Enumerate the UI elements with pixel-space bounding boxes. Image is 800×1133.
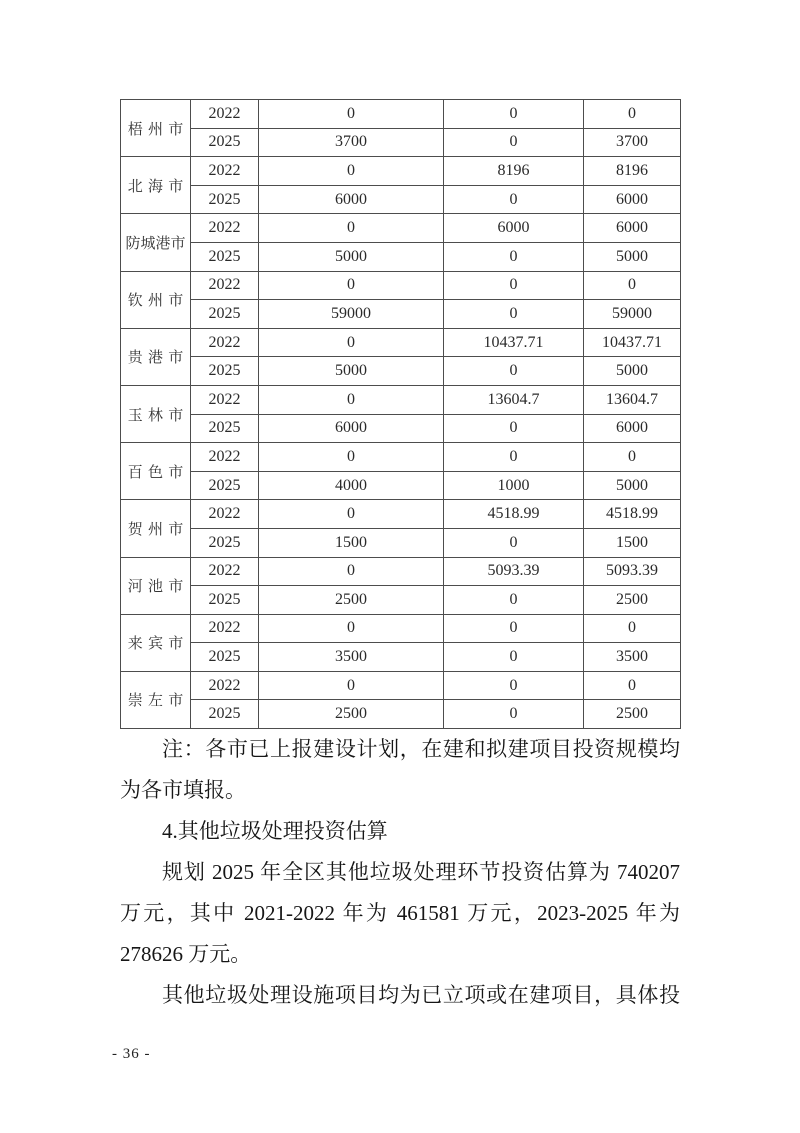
table-row: [121, 357, 681, 386]
body-paragraph-2: [120, 975, 680, 1016]
value-cell: 5000: [259, 357, 444, 386]
city-cell: 崇左市: [121, 671, 191, 728]
table-note-paragraph: [120, 729, 680, 811]
year-cell: 2025: [191, 300, 259, 329]
table-row: [121, 614, 681, 643]
value-cell: 1500: [584, 528, 681, 557]
value-cell: 0: [259, 271, 444, 300]
table-row: [121, 500, 681, 529]
value-cell: 0: [444, 300, 584, 329]
table-row: [121, 214, 681, 243]
page-number: - 36 -: [112, 1046, 151, 1062]
value-cell: 2500: [584, 700, 681, 729]
value-cell: 6000: [584, 214, 681, 243]
value-cell: 0: [584, 271, 681, 300]
value-cell: 13604.7: [584, 385, 681, 414]
table-row: [121, 414, 681, 443]
value-cell: 6000: [259, 414, 444, 443]
table-row: [121, 586, 681, 615]
value-cell: 0: [444, 671, 584, 700]
value-cell: 0: [444, 271, 584, 300]
year-cell: 2025: [191, 242, 259, 271]
table-row: [121, 528, 681, 557]
text-line: 4.其他垃圾处理投资估算: [162, 819, 388, 843]
year-cell: 2022: [191, 614, 259, 643]
value-cell: 0: [444, 414, 584, 443]
value-cell: 1500: [259, 528, 444, 557]
year-cell: 2025: [191, 185, 259, 214]
value-cell: 5000: [584, 357, 681, 386]
value-cell: 0: [444, 586, 584, 615]
value-cell: 13604.7: [444, 385, 584, 414]
value-cell: 8196: [444, 157, 584, 186]
value-cell: 5000: [584, 242, 681, 271]
year-cell: 2025: [191, 128, 259, 157]
value-cell: 2500: [584, 586, 681, 615]
value-cell: 0: [259, 214, 444, 243]
city-cell: 玉林市: [121, 385, 191, 442]
value-cell: 0: [444, 443, 584, 472]
table-row: [121, 328, 681, 357]
text-line: 为各市填报。: [120, 778, 246, 802]
value-cell: 6000: [444, 214, 584, 243]
city-cell: 百色市: [121, 443, 191, 500]
table-row: [121, 128, 681, 157]
value-cell: 4000: [259, 471, 444, 500]
value-cell: 4518.99: [584, 500, 681, 529]
value-cell: 0: [259, 100, 444, 129]
year-cell: 2022: [191, 157, 259, 186]
value-cell: 0: [259, 500, 444, 529]
value-cell: 0: [259, 157, 444, 186]
year-cell: 2025: [191, 471, 259, 500]
value-cell: 5093.39: [444, 557, 584, 586]
year-cell: 2022: [191, 328, 259, 357]
value-cell: 0: [259, 557, 444, 586]
year-cell: 2022: [191, 100, 259, 129]
year-cell: 2025: [191, 700, 259, 729]
value-cell: 0: [444, 614, 584, 643]
value-cell: 5093.39: [584, 557, 681, 586]
year-cell: 2025: [191, 586, 259, 615]
text-line: 其他垃圾处理设施项目均为已立项或在建项目，具体投: [162, 983, 680, 1007]
value-cell: 1000: [444, 471, 584, 500]
text-line: 注：各市已上报建设计划，在建和拟建项目投资规模均: [162, 737, 680, 761]
value-cell: 8196: [584, 157, 681, 186]
table-row: [121, 671, 681, 700]
value-cell: 0: [259, 328, 444, 357]
value-cell: 3500: [259, 643, 444, 672]
value-cell: 59000: [584, 300, 681, 329]
table-row: [121, 557, 681, 586]
table-row: [121, 700, 681, 729]
value-cell: 6000: [584, 414, 681, 443]
investment-table-body: [121, 100, 681, 729]
year-cell: 2022: [191, 271, 259, 300]
year-cell: 2022: [191, 500, 259, 529]
value-cell: 6000: [259, 185, 444, 214]
value-cell: 0: [444, 357, 584, 386]
value-cell: 2500: [259, 586, 444, 615]
value-cell: 0: [584, 443, 681, 472]
year-cell: 2025: [191, 414, 259, 443]
text-line: 278626 万元。: [120, 942, 252, 966]
year-cell: 2025: [191, 528, 259, 557]
value-cell: 4518.99: [444, 500, 584, 529]
value-cell: 10437.71: [444, 328, 584, 357]
value-cell: 59000: [259, 300, 444, 329]
year-cell: 2022: [191, 385, 259, 414]
table-row: [121, 385, 681, 414]
city-cell: 河池市: [121, 557, 191, 614]
value-cell: 3700: [584, 128, 681, 157]
text-line: 万元，其中 2021-2022 年为 461581 万元，2023-2025 年为: [120, 901, 680, 925]
year-cell: 2025: [191, 643, 259, 672]
year-cell: 2022: [191, 214, 259, 243]
year-cell: 2022: [191, 443, 259, 472]
value-cell: 3700: [259, 128, 444, 157]
value-cell: 0: [444, 528, 584, 557]
value-cell: 3500: [584, 643, 681, 672]
value-cell: 0: [259, 443, 444, 472]
value-cell: 0: [444, 185, 584, 214]
table-row: [121, 157, 681, 186]
value-cell: 0: [259, 671, 444, 700]
city-cell: 贺州市: [121, 500, 191, 557]
table-row: [121, 443, 681, 472]
value-cell: 0: [444, 242, 584, 271]
city-cell: 防城港市: [121, 214, 191, 271]
value-cell: 5000: [584, 471, 681, 500]
value-cell: 0: [444, 643, 584, 672]
table-row: [121, 471, 681, 500]
city-cell: 北海市: [121, 157, 191, 214]
city-cell: 梧州市: [121, 100, 191, 157]
value-cell: 2500: [259, 700, 444, 729]
table-row: [121, 100, 681, 129]
value-cell: 0: [444, 100, 584, 129]
table-row: [121, 300, 681, 329]
value-cell: 0: [584, 671, 681, 700]
body-paragraph-1: [120, 852, 680, 975]
table-row: [121, 271, 681, 300]
value-cell: 0: [584, 100, 681, 129]
text-line: 规划 2025 年全区其他垃圾处理环节投资估算为 740207: [162, 860, 680, 884]
table-row: [121, 643, 681, 672]
value-cell: 0: [444, 700, 584, 729]
year-cell: 2025: [191, 357, 259, 386]
value-cell: 0: [259, 614, 444, 643]
section-heading: [120, 811, 680, 852]
table-row: [121, 185, 681, 214]
table-row: [121, 242, 681, 271]
value-cell: 10437.71: [584, 328, 681, 357]
city-cell: 贵港市: [121, 328, 191, 385]
value-cell: 0: [259, 385, 444, 414]
body-text: [120, 729, 680, 1016]
city-cell: 来宾市: [121, 614, 191, 671]
investment-table: [120, 99, 681, 729]
value-cell: 6000: [584, 185, 681, 214]
value-cell: 0: [444, 128, 584, 157]
value-cell: 0: [584, 614, 681, 643]
value-cell: 5000: [259, 242, 444, 271]
city-cell: 钦州市: [121, 271, 191, 328]
year-cell: 2022: [191, 671, 259, 700]
year-cell: 2022: [191, 557, 259, 586]
